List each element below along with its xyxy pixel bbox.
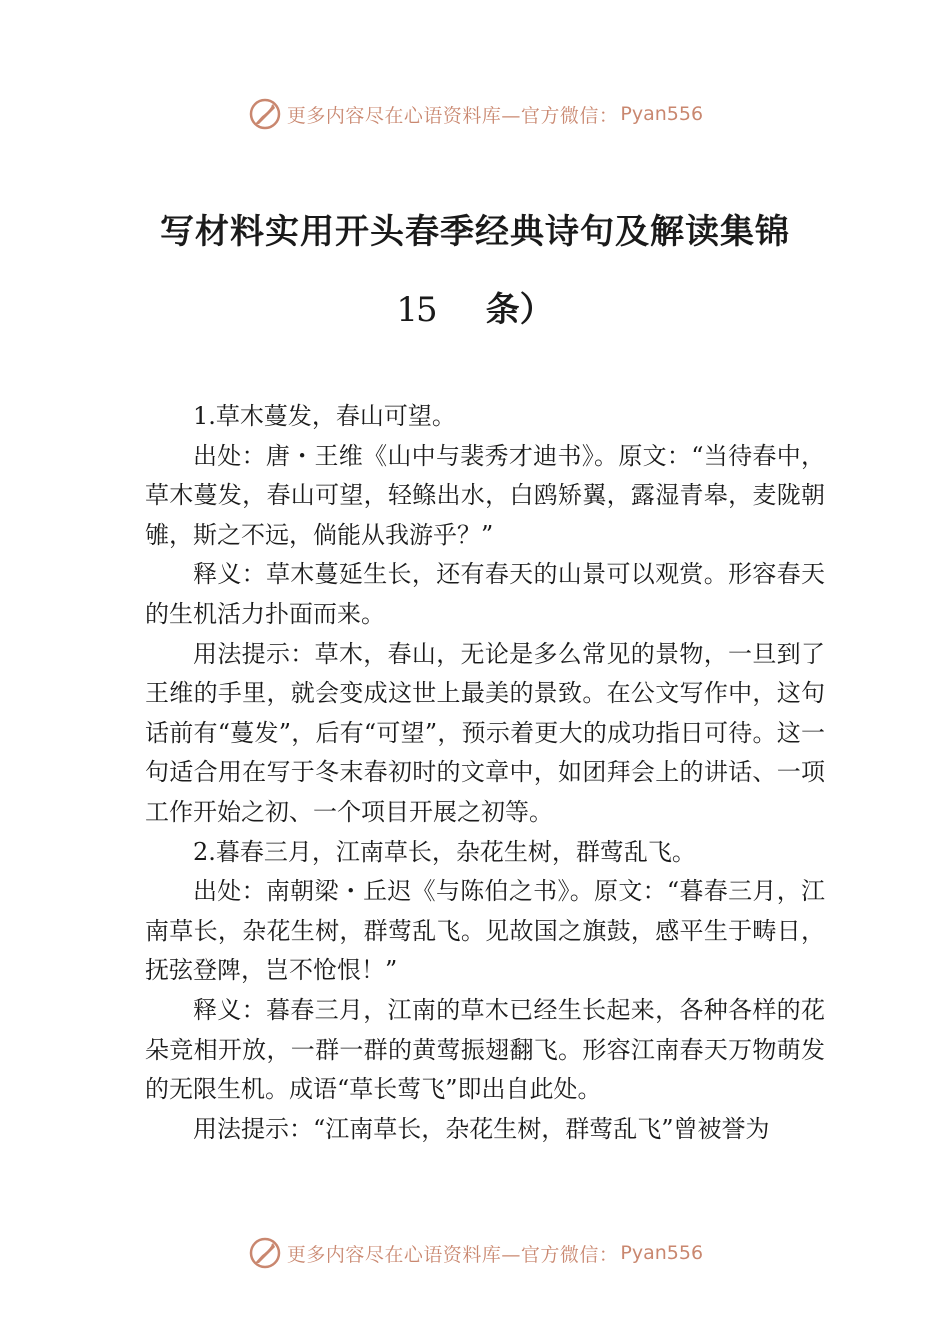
paragraph: 1.草木蔓发，春山可望。 (193, 402, 456, 430)
quill-logo-icon (247, 96, 283, 132)
header-watermark (0, 94, 950, 134)
footer-watermark (0, 1233, 950, 1273)
paragraph: 释义：暮春三月，江南的草木已经生长起来，各种各样的花朵竞相开放，一群一群的黄莺振翅翻飞。形容江南春天万物萌发的无限生机。成语“草长莺飞”即出自此处。 (145, 995, 825, 1104)
paragraph: 用法提示：“江南草长，杂花生树，群莺乱飞”曾被誉为 (193, 1114, 770, 1143)
paragraph: 2.暮春三月，江南草长，杂花生树，群莺乱飞。 (193, 837, 696, 866)
watermark-text: 更多内容尽在心语资料库—官方微信： (286, 1243, 619, 1266)
paragraph: 释义：草木蔓延生长，还有春天的山景可以观赏。形容春天的生机活力扑面而来。 (145, 560, 825, 628)
title-count-suffix: 条） (485, 290, 554, 330)
paragraph: 出处：唐・王维《山中与裴秀才迪书》。原文：“当待春中，草木蔓发，春山可望，轻鲦出水，白鸥矫翼，露湿青皋，麦陇朝雊，斯之不远，倘能从我游乎？” (145, 441, 825, 549)
watermark-wechat-id: Pyan556 (620, 103, 704, 125)
paragraph: 用法提示：草木，春山，无论是多么常见的景物，一旦到了王维的手里，就会变成这世上最美的景致。在公文写作中，这句话前有“蔓发”，后有“可望”，预示着更大的成功指日可待。这一句适合用在写于冬末春初时的文章中，如团拜会上的讲话、一项工作开始之初、一个项目开展之初等。 (145, 639, 825, 826)
page-title-subline (0, 282, 950, 331)
title-count: 15 (396, 290, 436, 330)
paragraph: 出处：南朝梁・丘迟《与陈伯之书》。原文：“暮春三月，江南草长，杂花生树，群莺乱飞。见故国之旗鼓，感平生于畴日，抚弦登陴，岂不怆恨！” (145, 877, 825, 985)
quill-logo-icon (247, 1235, 283, 1271)
watermark-wechat-id: Pyan556 (620, 1242, 704, 1264)
page-title: 写材料实用开头春季经典诗句及解读集锦 (160, 212, 790, 252)
watermark-text: 更多内容尽在心语资料库—官方微信： (286, 104, 619, 127)
document-body (145, 397, 825, 1149)
